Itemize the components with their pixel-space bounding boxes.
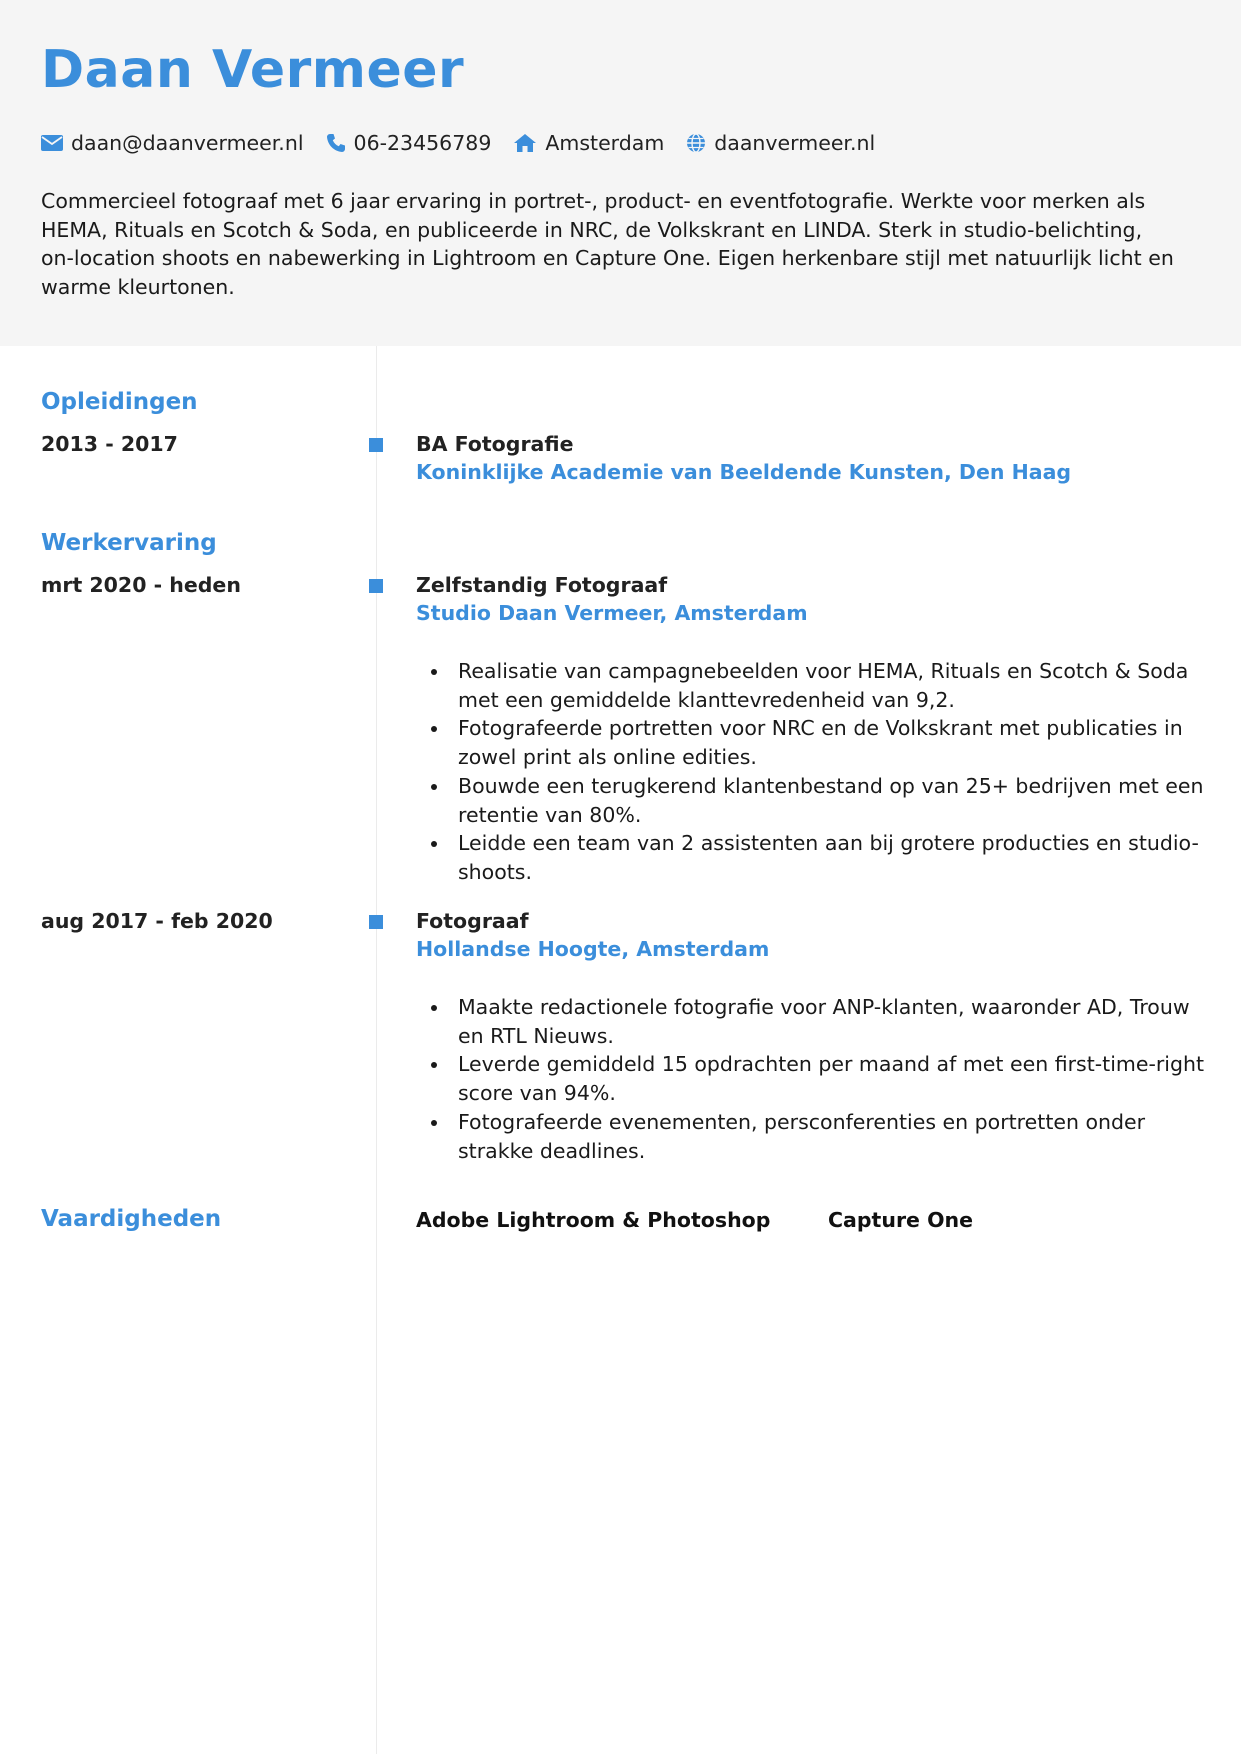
header-band: [0, 0, 1241, 346]
job-role: Zelfstandig Fotograaf: [416, 573, 668, 597]
profile-summary: Commercieel fotograaf met 6 jaar ervaring in portret-, product- en eventfotografie. Werkte voor merken als HEMA, Rituals en Scotch & Soda, en publiceerde in NRC, de Volkskrant en LINDA. Sterk in studio-belichting, on-location shoots en nabewerking in Lightroom en Capture One. Eigen herkenbare stijl met natuurlijk licht en warme kleurtonen.: [41, 189, 1174, 300]
education-degree: BA Fotografie: [416, 432, 574, 456]
list-item: Bouwde een terugkerend klantenbestand op van 25+ bedrijven met een retentie van 80%.: [416, 772, 1206, 829]
list-item: Fotografeerde portretten voor NRC en de Volkskrant met publicaties in zowel print als online edities.: [416, 714, 1206, 771]
contact-phone[interactable]: [326, 131, 492, 155]
timeline-marker: [369, 915, 383, 929]
contact-website[interactable]: [686, 131, 875, 155]
skill-item: Adobe Lightroom & Photoshop: [416, 1208, 771, 1232]
list-item: Realisatie van campagnebeelden voor HEMA, Rituals en Scotch & Soda met een gemiddelde klanttevredenheid van 9,2.: [416, 657, 1206, 714]
job-period: aug 2017 - feb 2020: [41, 909, 273, 933]
contact-location: [513, 131, 664, 155]
globe-icon: [686, 133, 706, 153]
list-item: Fotografeerde evenementen, persconferenties en portretten onder strakke deadlines.: [416, 1108, 1206, 1165]
list-item: Maakte redactionele fotografie voor ANP-klanten, waaronder AD, Trouw en RTL Nieuws.: [416, 993, 1206, 1050]
skill-item: Capture One: [828, 1208, 974, 1232]
timeline-marker: [369, 438, 383, 452]
job-period: mrt 2020 - heden: [41, 573, 241, 597]
contact-email[interactable]: [41, 131, 304, 155]
job-bullets: [416, 993, 1206, 1165]
home-icon: [513, 133, 537, 153]
list-item: Leidde een team van 2 assistenten aan bij grotere producties en studio-shoots.: [416, 829, 1206, 886]
timeline-marker: [369, 579, 383, 593]
contact-website-text: daanvermeer.nl: [714, 131, 876, 155]
section-title-skills: Vaardigheden: [41, 1206, 222, 1232]
job-organization: Studio Daan Vermeer, Amsterdam: [416, 601, 808, 625]
education-period: 2013 - 2017: [41, 432, 178, 456]
section-title-education: Opleidingen: [41, 389, 198, 415]
candidate-name: Daan Vermeer: [41, 40, 465, 100]
phone-icon: [326, 133, 346, 153]
envelope-icon: [41, 135, 63, 151]
job-bullets: [416, 657, 1206, 887]
section-title-experience: Werkervaring: [41, 530, 217, 556]
column-divider: [376, 346, 377, 1754]
contact-phone-text: 06-23456789: [353, 131, 492, 155]
contact-row: [41, 128, 897, 158]
education-institution: Koninklijke Academie van Beeldende Kunsten, Den Haag: [416, 460, 1072, 484]
job-role: Fotograaf: [416, 909, 529, 933]
job-organization: Hollandse Hoogte, Amsterdam: [416, 937, 770, 961]
contact-email-text: daan@daanvermeer.nl: [71, 131, 304, 155]
contact-location-text: Amsterdam: [545, 131, 665, 155]
list-item: Leverde gemiddeld 15 opdrachten per maand af met een first-time-right score van 94%.: [416, 1050, 1206, 1107]
